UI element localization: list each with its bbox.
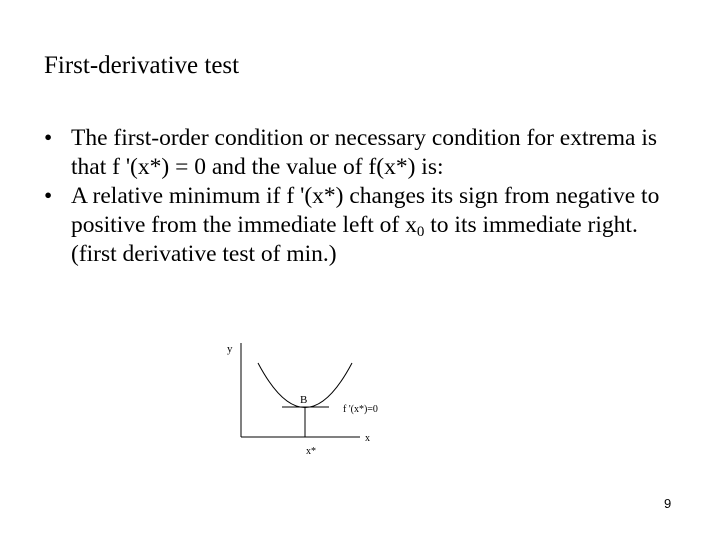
- xstar-label: x*: [306, 446, 316, 457]
- slide-title: First-derivative test: [44, 52, 240, 79]
- subscript-zero: 0: [416, 224, 425, 240]
- point-b-label: B: [300, 394, 308, 406]
- bullet-text: The first-order condition or necessary condition for extrema is that f '(x*) = 0 and the value of f(x*) is:: [71, 125, 657, 180]
- x-axis-label: x: [365, 433, 370, 444]
- bullet-marker: •: [44, 183, 53, 209]
- tangent-label: f '(x*)=0: [343, 404, 378, 415]
- bullet-text-after: to its immediate right. (first derivative test of min.): [71, 212, 638, 267]
- page-number: 9: [664, 496, 672, 511]
- bullet-text-before: A relative minimum if f '(x*) changes its sign from negative to positive from the immediate left of x: [71, 183, 660, 238]
- bullet-marker: •: [44, 125, 53, 151]
- y-axis-label: y: [227, 343, 233, 355]
